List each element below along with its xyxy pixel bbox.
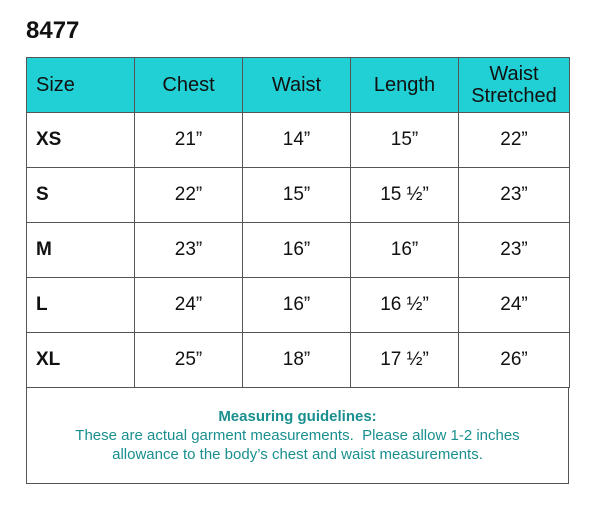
size-cell: M	[27, 223, 135, 278]
guidelines-heading: Measuring guidelines:	[218, 408, 377, 425]
size-cell: XL	[27, 333, 135, 388]
length-cell: 15 ½”	[351, 168, 459, 223]
chest-cell: 22”	[135, 168, 243, 223]
header-waist-stretched-label: Waist Stretched	[471, 63, 557, 107]
chest-cell: 21”	[135, 113, 243, 168]
chest-cell: 25”	[135, 333, 243, 388]
waist-cell: 16”	[243, 223, 351, 278]
header-chest-label: Chest	[162, 74, 215, 96]
measuring-guidelines-box	[26, 387, 569, 484]
waist-stretched-cell: 26”	[459, 333, 570, 388]
header-waist	[243, 58, 351, 113]
waist-cell: 18”	[243, 333, 351, 388]
waist-cell: 16”	[243, 278, 351, 333]
size-chart-table	[26, 57, 570, 388]
chest-cell: 23”	[135, 223, 243, 278]
waist-stretched-cell: 23”	[459, 168, 570, 223]
length-cell: 17 ½”	[351, 333, 459, 388]
header-length-label: Length	[373, 74, 436, 96]
table-row	[27, 333, 570, 388]
waist-cell: 14”	[243, 113, 351, 168]
header-size-label: Size	[36, 74, 75, 96]
size-cell: S	[27, 168, 135, 223]
header-chest	[135, 58, 243, 113]
table-row	[27, 223, 570, 278]
header-waist-label: Waist	[271, 74, 322, 96]
header-row	[27, 58, 570, 113]
header-size	[27, 58, 135, 113]
size-cell: L	[27, 278, 135, 333]
length-cell: 16 ½”	[351, 278, 459, 333]
table-row	[27, 278, 570, 333]
table-row	[27, 113, 570, 168]
size-cell: XS	[27, 113, 135, 168]
chest-cell: 24”	[135, 278, 243, 333]
waist-stretched-cell: 22”	[459, 113, 570, 168]
product-code: 8477	[26, 17, 80, 44]
length-cell: 16”	[351, 223, 459, 278]
guidelines-text-line-1: These are actual garment measurements. Please allow 1-2 inches	[75, 427, 520, 444]
header-length	[351, 58, 459, 113]
header-waist-stretched	[459, 58, 570, 113]
waist-cell: 15”	[243, 168, 351, 223]
table-row	[27, 168, 570, 223]
waist-stretched-cell: 24”	[459, 278, 570, 333]
length-cell: 15”	[351, 113, 459, 168]
waist-stretched-cell: 23”	[459, 223, 570, 278]
guidelines-text-line-2: allowance to the body’s chest and waist measurements.	[112, 446, 483, 463]
